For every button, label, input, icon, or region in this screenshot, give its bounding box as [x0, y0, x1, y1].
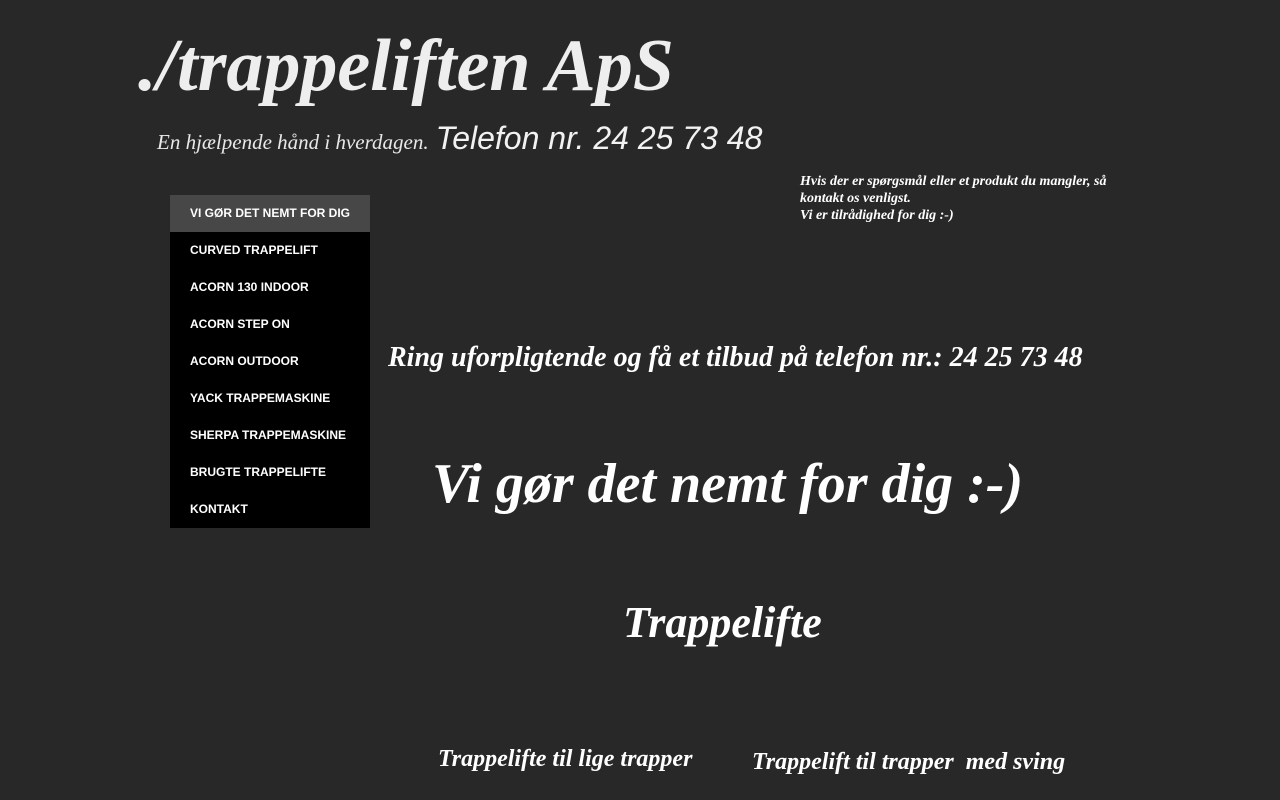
subheading-straight-stairs: Trappelifte til lige trapper — [438, 746, 693, 772]
site-logo[interactable]: ./trappeliften ApS — [138, 25, 674, 107]
nav-item-kontakt[interactable]: KONTAKT — [190, 502, 248, 516]
nav-item-yack-trappemaskine[interactable]: YACK TRAPPEMASKINE — [190, 391, 331, 405]
subheading-curved-stairs: Trappelift til trapper med sving — [752, 749, 1066, 775]
info-line-2: Vi er tilrådighed for dig :-) — [800, 208, 954, 223]
nav-item-acorn-step-on[interactable]: ACORN STEP ON — [190, 317, 290, 331]
slogan-heading: Vi gør det nemt for dig :-) — [432, 453, 1024, 515]
section-title-trappelifte: Trappelifte — [623, 598, 822, 647]
nav-item-brugte-trappelifte[interactable]: BRUGTE TRAPPELIFTE — [190, 465, 327, 479]
nav-item-acorn-130-indoor[interactable]: ACORN 130 INDOOR — [190, 280, 309, 294]
header-phone: Telefon nr. 24 25 73 48 — [435, 120, 763, 156]
nav-item-acorn-outdoor[interactable]: ACORN OUTDOOR — [190, 354, 299, 368]
info-line-1: Hvis der er spørgsmål eller et produkt du mangler, så kontakt os venligst. — [800, 174, 1107, 206]
tagline: En hjælpende hånd i hverdagen. — [157, 130, 429, 154]
nav-item-vi-gor-det-nemt[interactable]: VI GØR DET NEMT FOR DIG — [170, 195, 370, 232]
contact-info-box — [800, 173, 1130, 224]
nav-item-sherpa-trappemaskine[interactable]: SHERPA TRAPPEMASKINE — [190, 428, 347, 442]
main-nav-menu — [170, 195, 370, 528]
nav-item-curved-trappelift[interactable]: CURVED TRAPPELIFT — [190, 243, 318, 257]
call-to-action-heading: Ring uforpligtende og få et tilbud på telefon nr.: 24 25 73 48 — [388, 342, 1083, 373]
header-tagline-row — [157, 120, 762, 157]
